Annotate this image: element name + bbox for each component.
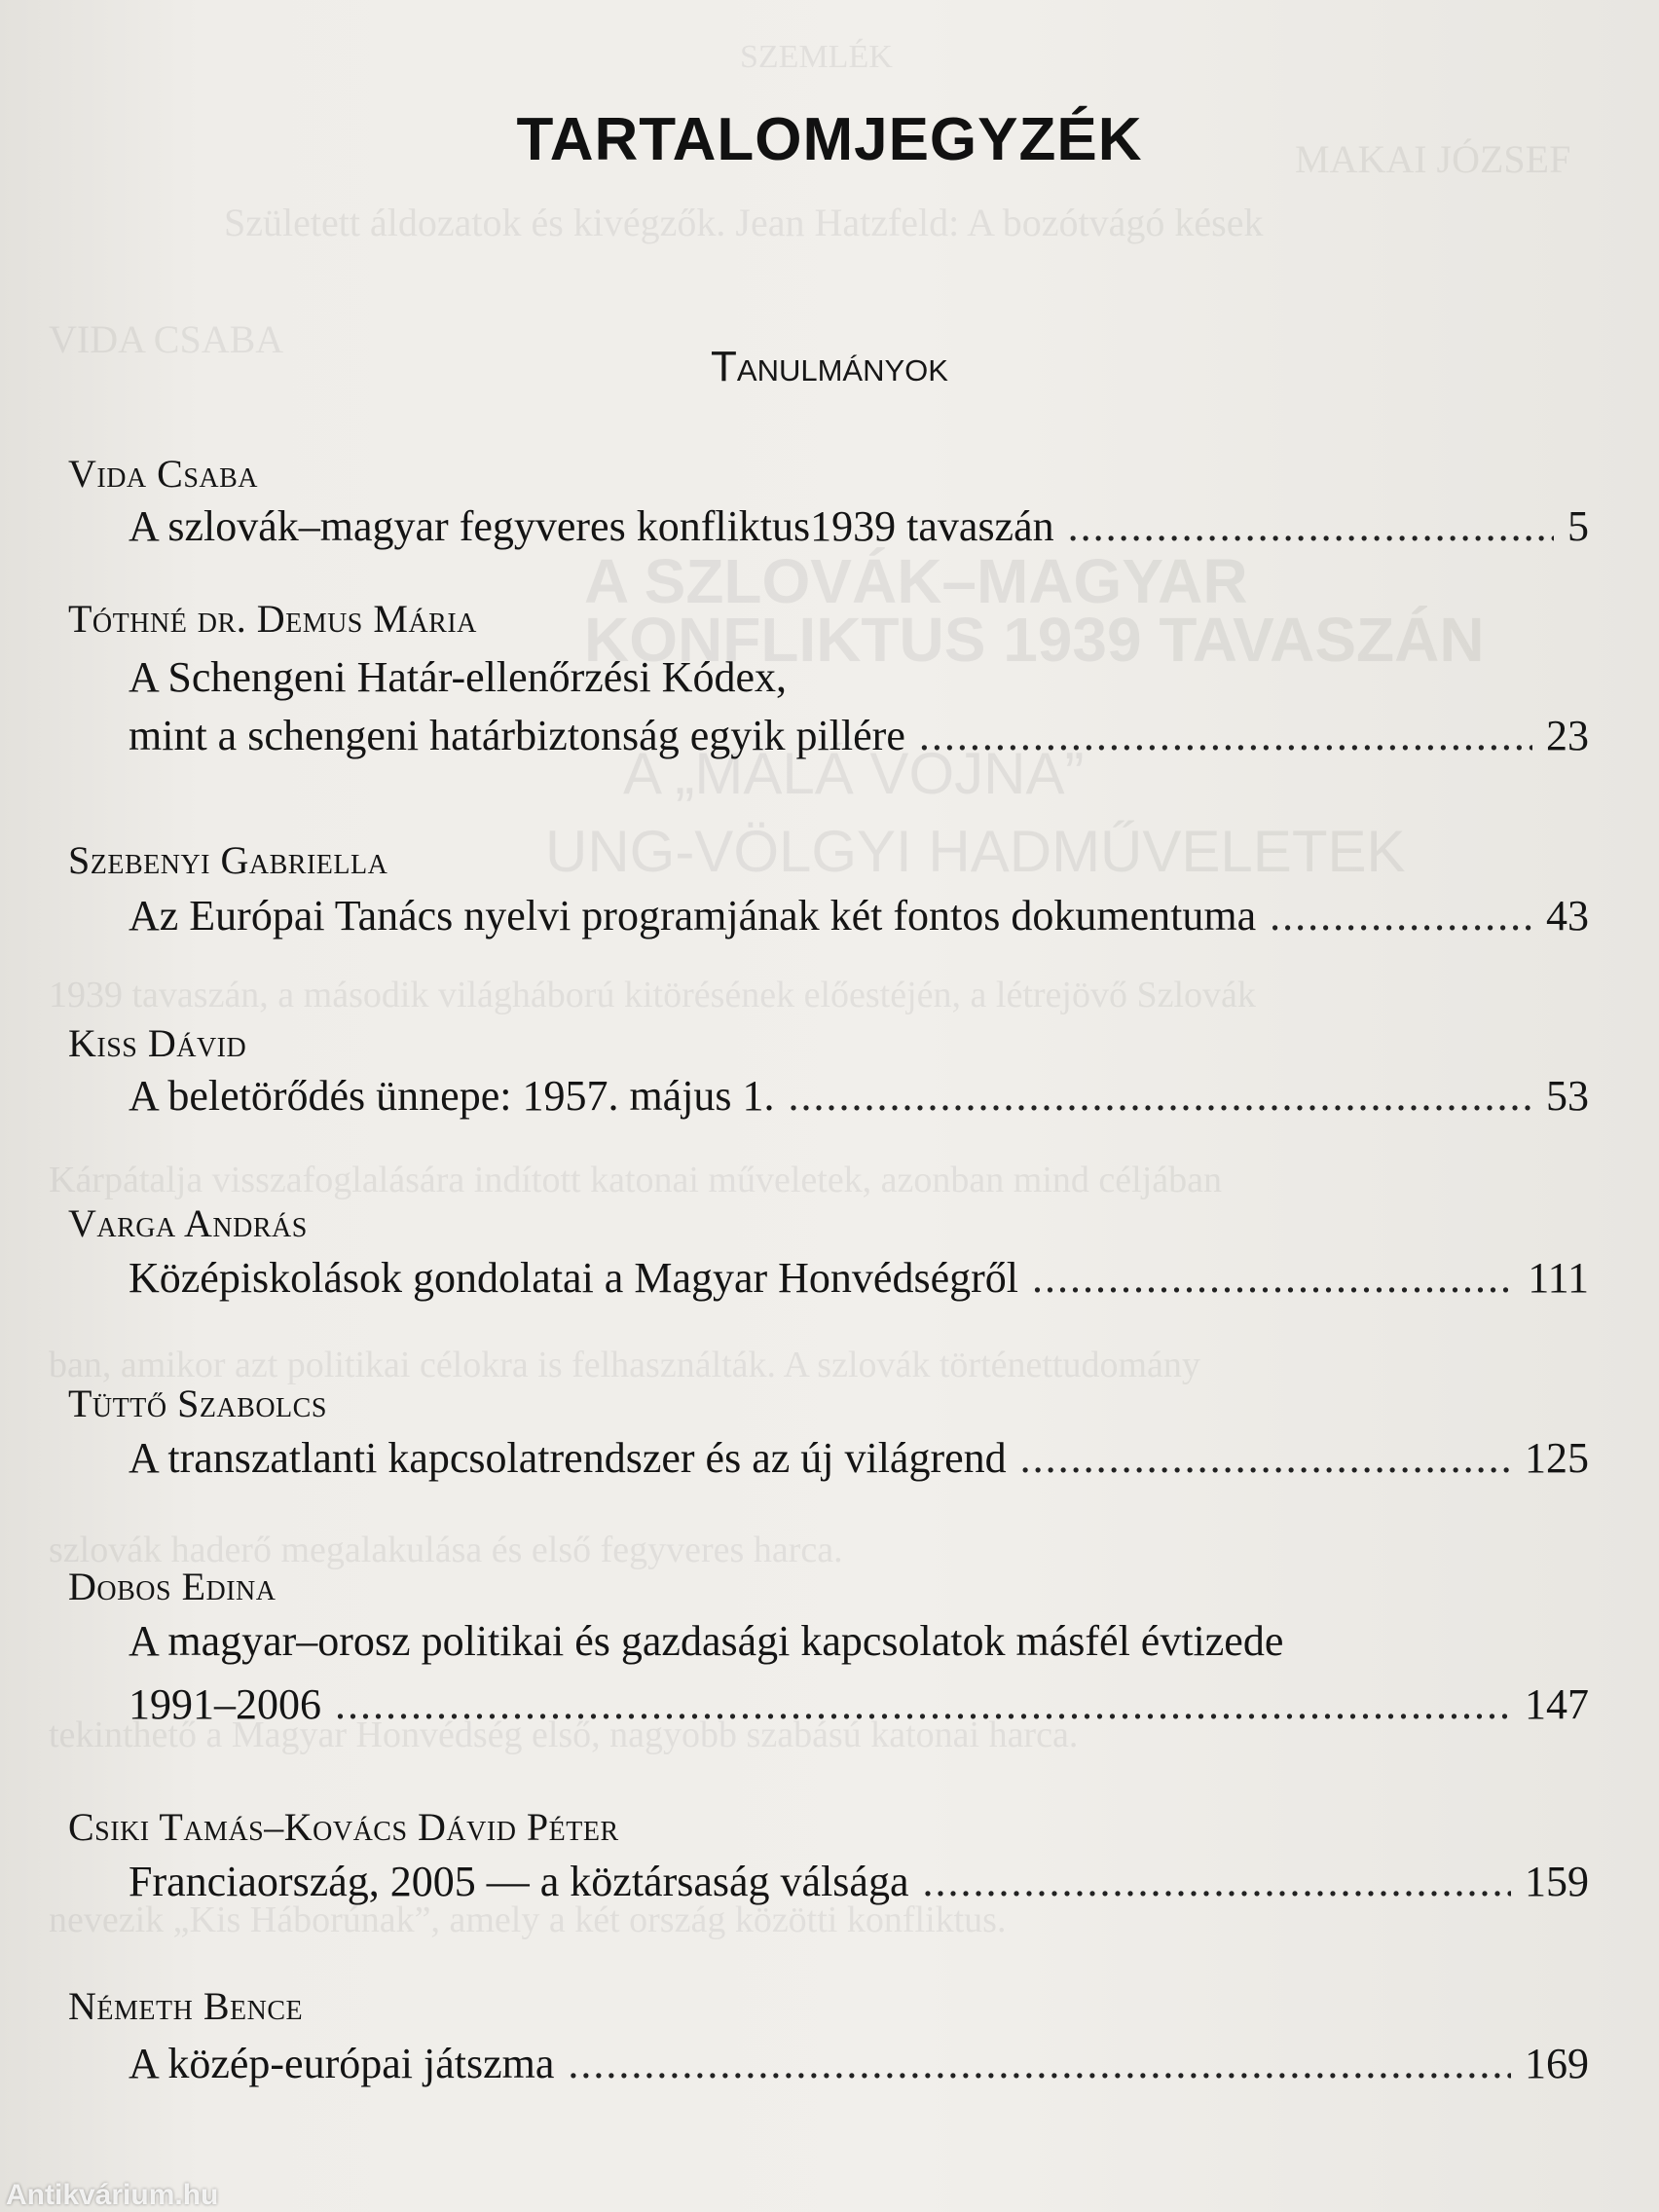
entry-title-line: [129, 711, 1589, 760]
dot-leader: [789, 1071, 1532, 1121]
entry-title-line: [129, 2039, 1589, 2088]
entry-title-line: [129, 1071, 1589, 1121]
entry-title: A beletörődés ünnepe: 1957. május 1.: [129, 1072, 775, 1120]
show-through-text: 1939 tavaszán, a második világháború kitörésének előestéjén, a létrejövő Szlovák: [49, 975, 1256, 1015]
show-through-text: szlovák haderő megalakulása és első fegyveres harca.: [49, 1530, 843, 1570]
entry-title-line: [129, 652, 1589, 702]
show-through-text: VIDA CSABA: [49, 317, 284, 361]
show-through-text: ban, amikor azt politikai célokra is felhasználták. A szlovák történettudomány: [49, 1345, 1200, 1385]
show-through-text: nevezik „Kis Háborúnak”, amely a két ország közötti konfliktus.: [49, 1899, 1007, 1940]
entry-author: Csiki Tamás–Kovács Dávid Péter: [68, 1805, 619, 1849]
dot-leader: [919, 711, 1532, 760]
entry-title: Középiskolások gondolatai a Magyar Honvédségről: [129, 1254, 1018, 1302]
entry-author: Szebenyi Gabriella: [68, 838, 388, 882]
page-title: TARTALOMJEGYZÉK: [516, 106, 1143, 173]
show-through-text: MAKAI JÓZSEF: [1295, 137, 1571, 181]
entry-author: Kiss Dávid: [68, 1021, 247, 1065]
show-through-text: Kárpátalja visszafoglalására indított katonai műveletek, azonban mind céljában: [49, 1160, 1222, 1200]
entry-author: Varga András: [68, 1201, 308, 1245]
page-number: 53: [1546, 1072, 1589, 1120]
dot-leader: [568, 2039, 1511, 2088]
entry-title: A közép-európai játszma: [129, 2040, 555, 2087]
show-through-text: Született áldozatok és kivégzők. Jean Hatzfeld: A bozótvágó kések: [224, 201, 1264, 244]
dot-leader: [1020, 1433, 1511, 1483]
dot-leader: [922, 1857, 1511, 1906]
page-number: 125: [1525, 1434, 1589, 1482]
entry-title: 1991–2006: [129, 1680, 321, 1728]
entry-author: Németh Bence: [68, 1984, 304, 2028]
page-number: 5: [1567, 502, 1589, 550]
page-number: 159: [1525, 1858, 1589, 1905]
entry-title-line: [129, 1616, 1589, 1666]
page-number: 111: [1528, 1254, 1589, 1302]
show-through-text: SZEMLÉK: [740, 39, 893, 75]
section-heading: Tanulmányok: [711, 343, 948, 390]
watermark: Antikvárium.hu: [6, 2179, 219, 2211]
entry-title: A transzatlanti kapcsolatrendszer és az új világrend: [129, 1434, 1007, 1482]
entry-title-line: [129, 1433, 1589, 1483]
dot-leader: [335, 1679, 1511, 1729]
entry-title-line: [129, 1679, 1589, 1729]
entry-title-line: [129, 1857, 1589, 1906]
entry-title: A magyar–orosz politikai és gazdasági kapcsolatok másfél évtizede: [129, 1617, 1284, 1665]
page-number: 43: [1546, 892, 1589, 940]
entry-title-line: [129, 891, 1589, 940]
entry-title: A szlovák–magyar fegyveres konfliktus1939 tavaszán: [129, 502, 1054, 550]
show-through-text: UNG-VÖLGYI HADMŰVELETEK: [545, 819, 1406, 884]
entry-title-line: [129, 1253, 1589, 1303]
entry-title: A Schengeni Határ-ellenőrzési Kódex,: [129, 653, 787, 701]
dot-leader: [1032, 1253, 1514, 1303]
entry-author: Vida Csaba: [68, 452, 259, 496]
entry-title: Franciaország, 2005 — a köztársaság válsága: [129, 1858, 909, 1905]
show-through-text: KONFLIKTUS 1939 TAVASZÁN: [584, 605, 1485, 675]
page-number: 23: [1546, 712, 1589, 759]
entry-title: mint a schengeni határbiztonság egyik pillére: [129, 712, 905, 759]
entry-author: Tüttő Szabolcs: [68, 1382, 327, 1425]
show-through-text: A SZLOVÁK–MAGYAR: [584, 546, 1248, 616]
entry-title-line: [129, 501, 1589, 551]
entry-author: Dobos Edina: [68, 1565, 276, 1608]
page-number: 169: [1525, 2040, 1589, 2087]
show-through-text: tekinthető a Magyar Honvédség első, nagyobb szabású katonai harca.: [49, 1714, 1079, 1755]
dot-leader: [1270, 891, 1532, 940]
page-number: 147: [1525, 1680, 1589, 1728]
entry-title: Az Európai Tanács nyelvi programjának két fontos dokumentuma: [129, 892, 1257, 940]
dot-leader: [1068, 501, 1554, 551]
show-through-text: A „MALÁ VOJNA”: [623, 741, 1085, 806]
entry-author: Tóthné dr. Demus Mária: [68, 597, 477, 641]
